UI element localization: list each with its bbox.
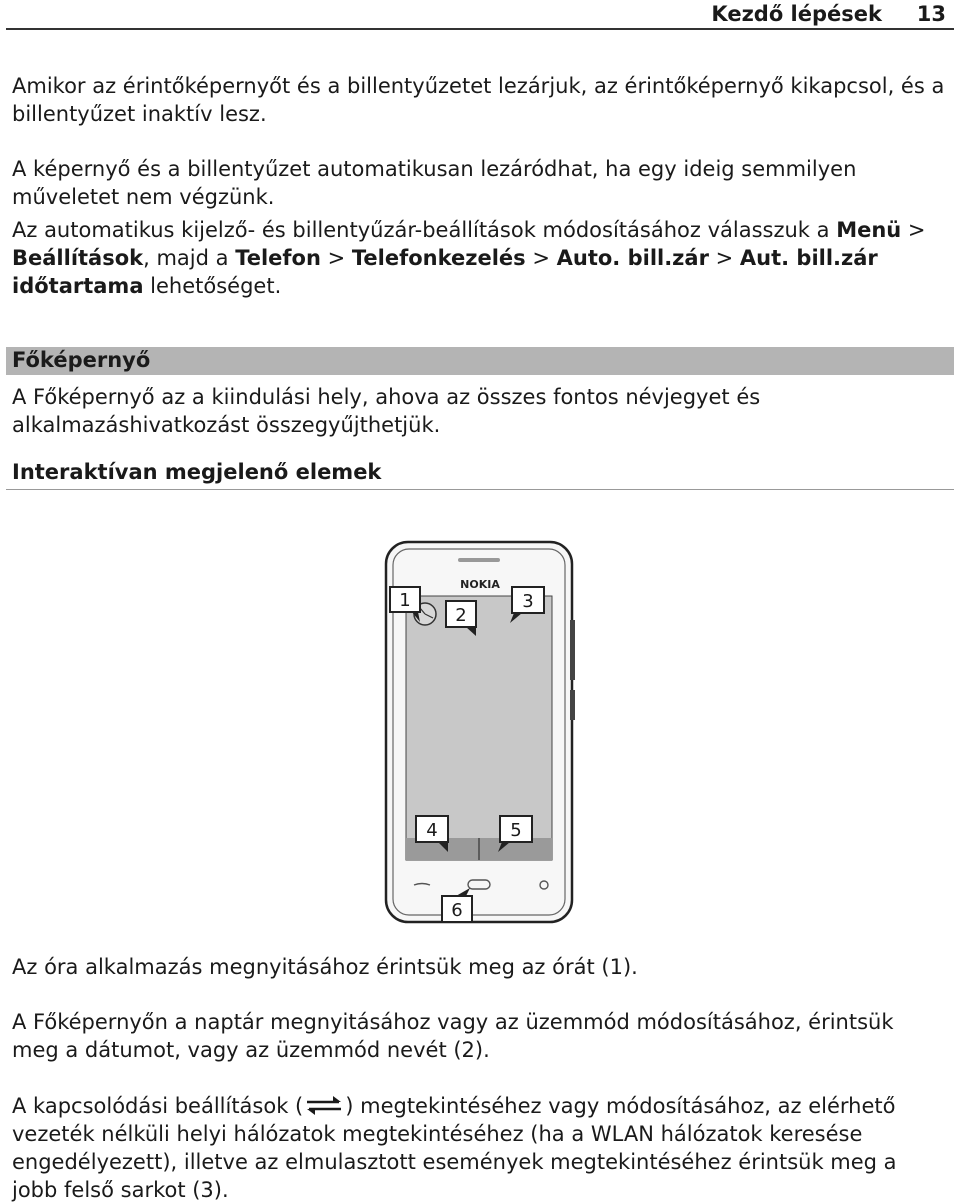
side-button [570,690,575,720]
settings-path-intro: Az automatikus kijelző- és billentyűzár-beállítások módosításához válasszuk a [12,218,830,242]
callout-label: 6 [451,900,463,921]
section-title: Főképernyő [12,348,151,372]
phone-option: Telefon [235,246,321,270]
auto-lock-time-option: Aut. bill.zár időtartama [12,246,878,298]
callout-label: 2 [455,605,467,626]
paragraph-auto-lock-line1: A képernyő és a billentyűzet automatikusan lezáródhat, ha egy ideig semmilyen [12,157,857,181]
path-separator: > [708,246,740,270]
body-para-connectivity-line2: vezeték nélküli helyi hálózatok megtekintéséhez (ha a WLAN hálózatok keresése [12,1122,863,1146]
menu-option: Menü [836,218,902,242]
phone-illustration [384,540,576,926]
path-separator: > [901,218,926,242]
auto-lock-option: Auto. bill.zár [556,246,709,270]
chapter-title: Kezdő lépések [711,2,882,26]
callout-label: 5 [510,820,522,841]
paragraph-lock-intro: Amikor az érintőképernyőt és a billentyűzetet lezárjuk, az érintőképernyő kikapcsol, és a billentyűzet inaktív lesz. [12,74,945,126]
callout-label: 1 [399,590,411,611]
connectivity-arrows-icon [303,1094,345,1116]
page-number: 13 [916,2,946,26]
page-header [6,0,954,30]
section-heading-band [6,347,954,375]
brand-logo: NOKIA [460,578,500,591]
section-para-line2: alkalmazáshivatkozást összegyűjthetjük. [12,413,441,437]
paragraph-settings-path [12,216,952,300]
earpiece [458,558,500,562]
connectivity-text-before: A kapcsolódási beállítások ( [12,1094,304,1118]
settings-option: Beállítások [12,246,144,270]
section-para-line1: A Főképernyő az a kiindulási hely, ahova az összes fontos névjegyet és [12,385,761,409]
callout-label: 3 [522,591,534,612]
side-button [570,620,575,680]
path-outro: lehetőséget. [143,274,282,298]
body-para-calendar-line2: meg a dátumot, vagy az üzemmód nevét (2). [12,1038,490,1062]
body-para-connectivity-line4: jobb felső sarkot (3). [12,1178,229,1202]
phone-management-option: Telefonkezelés [351,246,526,270]
body-para-clock: Az óra alkalmazás megnyitásához érintsük meg az órát (1). [12,955,638,979]
path-separator: > [320,246,352,270]
path-separator: > [525,246,557,270]
callout-label: 4 [426,820,438,841]
connectivity-text-after: ) megtekintéséhez vagy módosításához, az elérhető [345,1094,896,1118]
subsection-title: Interaktívan megjelenő elemek [12,460,382,484]
subsection-rule [6,489,954,490]
body-para-connectivity-line3: engedélyezett), illetve az elmulasztott események megtekintéséhez érintsük meg a [12,1150,897,1174]
body-para-calendar-line1: A Főképernyőn a naptár megnyitásához vagy az üzemmód módosításához, érintsük [12,1010,894,1034]
paragraph-auto-lock-line2: műveletet nem végzünk. [12,185,275,209]
body-para-connectivity-line1 [12,1092,952,1120]
path-connector: , majd a [143,246,236,270]
